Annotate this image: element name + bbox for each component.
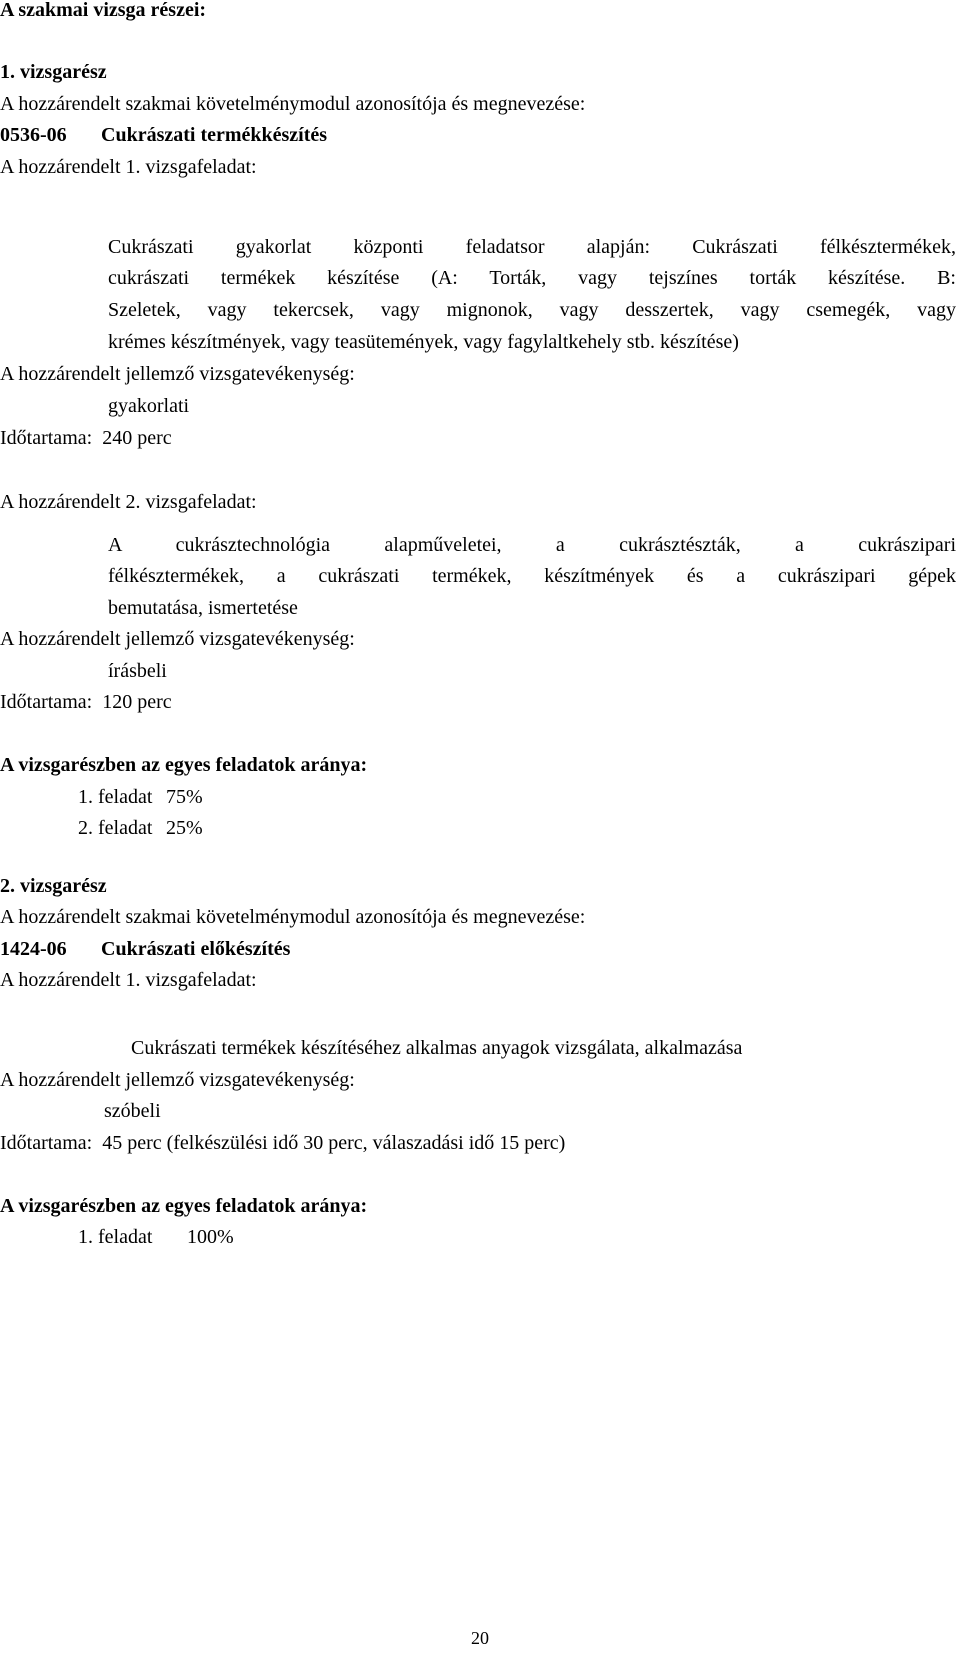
part1-task2-label: A hozzárendelt 2. vizsgafeladat: bbox=[0, 491, 257, 513]
part1-task2-line: bemutatása, ismertetése bbox=[108, 597, 298, 619]
ratio-task: 1. feladat bbox=[78, 1226, 153, 1248]
part1-task2-duration bbox=[0, 690, 172, 714]
part1-task1-line: cukrászati termékek készítése (A: Torták, vagy tejszínes torták készítése. B: bbox=[108, 267, 956, 289]
part1-task2-activity-label: A hozzárendelt jellemző vizsgatevékenység: bbox=[0, 628, 355, 650]
ratio-task: 1. feladat bbox=[78, 786, 153, 808]
part2-title: 2. vizsgarész bbox=[0, 875, 107, 897]
part2-module-code: 1424-06 bbox=[0, 938, 67, 960]
part2-module bbox=[0, 937, 290, 961]
part1-task2-line: A cukrásztechnológia alapműveletei, a cukrásztészták, a cukrászipari bbox=[108, 534, 956, 556]
page-number: 20 bbox=[471, 1628, 489, 1648]
duration-label: Időtartama: bbox=[0, 1132, 93, 1154]
ratio-task: 2. feladat bbox=[78, 817, 153, 839]
part1-task2-activity: írásbeli bbox=[108, 660, 167, 682]
part1-title: 1. vizsgarész bbox=[0, 61, 107, 83]
duration-label: Időtartama: bbox=[0, 427, 93, 449]
part1-task1-line: Cukrászati gyakorlat központi feladatsor alapján: Cukrászati félkésztermékek, bbox=[108, 236, 956, 258]
ratio-row bbox=[78, 785, 203, 809]
part1-module bbox=[0, 123, 327, 147]
part2-task1-activity-label: A hozzárendelt jellemző vizsgatevékenység: bbox=[0, 1069, 355, 1091]
ratio-row bbox=[78, 816, 203, 840]
duration-value: 240 perc bbox=[102, 427, 172, 449]
part2-task1-text: Cukrászati termékek készítéséhez alkalmas anyagok vizsgálata, alkalmazása bbox=[131, 1037, 743, 1059]
part2-task1-duration bbox=[0, 1131, 565, 1155]
part1-module-name: Cukrászati termékkészítés bbox=[101, 124, 328, 146]
part2-module-label: A hozzárendelt szakmai követelménymodul azonosítója és megnevezése: bbox=[0, 906, 586, 928]
part1-module-code: 0536-06 bbox=[0, 124, 67, 146]
part1-task1-line: krémes készítmények, vagy teasütemények, vagy fagylaltkehely stb. készítése) bbox=[108, 331, 739, 353]
part2-ratio-heading: A vizsgarészben az egyes feladatok aránya: bbox=[0, 1195, 368, 1217]
ratio-value: 25% bbox=[166, 817, 203, 839]
duration-value: 120 perc bbox=[102, 691, 172, 713]
ratio-value: 100% bbox=[187, 1226, 234, 1248]
part1-task1-duration bbox=[0, 426, 172, 450]
part1-module-label: A hozzárendelt szakmai követelménymodul azonosítója és megnevezése: bbox=[0, 93, 586, 115]
part1-task2-line: félkésztermékek, a cukrászati termékek, készítmények és a cukrászipari gépek bbox=[108, 565, 956, 587]
part1-task1-activity-label: A hozzárendelt jellemző vizsgatevékenység: bbox=[0, 363, 355, 385]
part2-task1-activity: szóbeli bbox=[104, 1100, 161, 1122]
part1-task1-label: A hozzárendelt 1. vizsgafeladat: bbox=[0, 156, 257, 178]
part1-task1-activity: gyakorlati bbox=[108, 395, 190, 417]
section-heading: A szakmai vizsga részei: bbox=[0, 0, 207, 21]
part1-task1-line: Szeletek, vagy tekercsek, vagy mignonok, vagy desszertek, vagy csemegék, vagy bbox=[108, 299, 956, 321]
part2-task1-label: A hozzárendelt 1. vizsgafeladat: bbox=[0, 969, 257, 991]
ratio-row bbox=[78, 1225, 234, 1249]
part2-module-name: Cukrászati előkészítés bbox=[101, 938, 291, 960]
duration-value: 45 perc (felkészülési idő 30 perc, válaszadási idő 15 perc) bbox=[102, 1132, 566, 1154]
ratio-value: 75% bbox=[166, 786, 203, 808]
duration-label: Időtartama: bbox=[0, 691, 93, 713]
part1-ratio-heading: A vizsgarészben az egyes feladatok aránya: bbox=[0, 754, 368, 776]
